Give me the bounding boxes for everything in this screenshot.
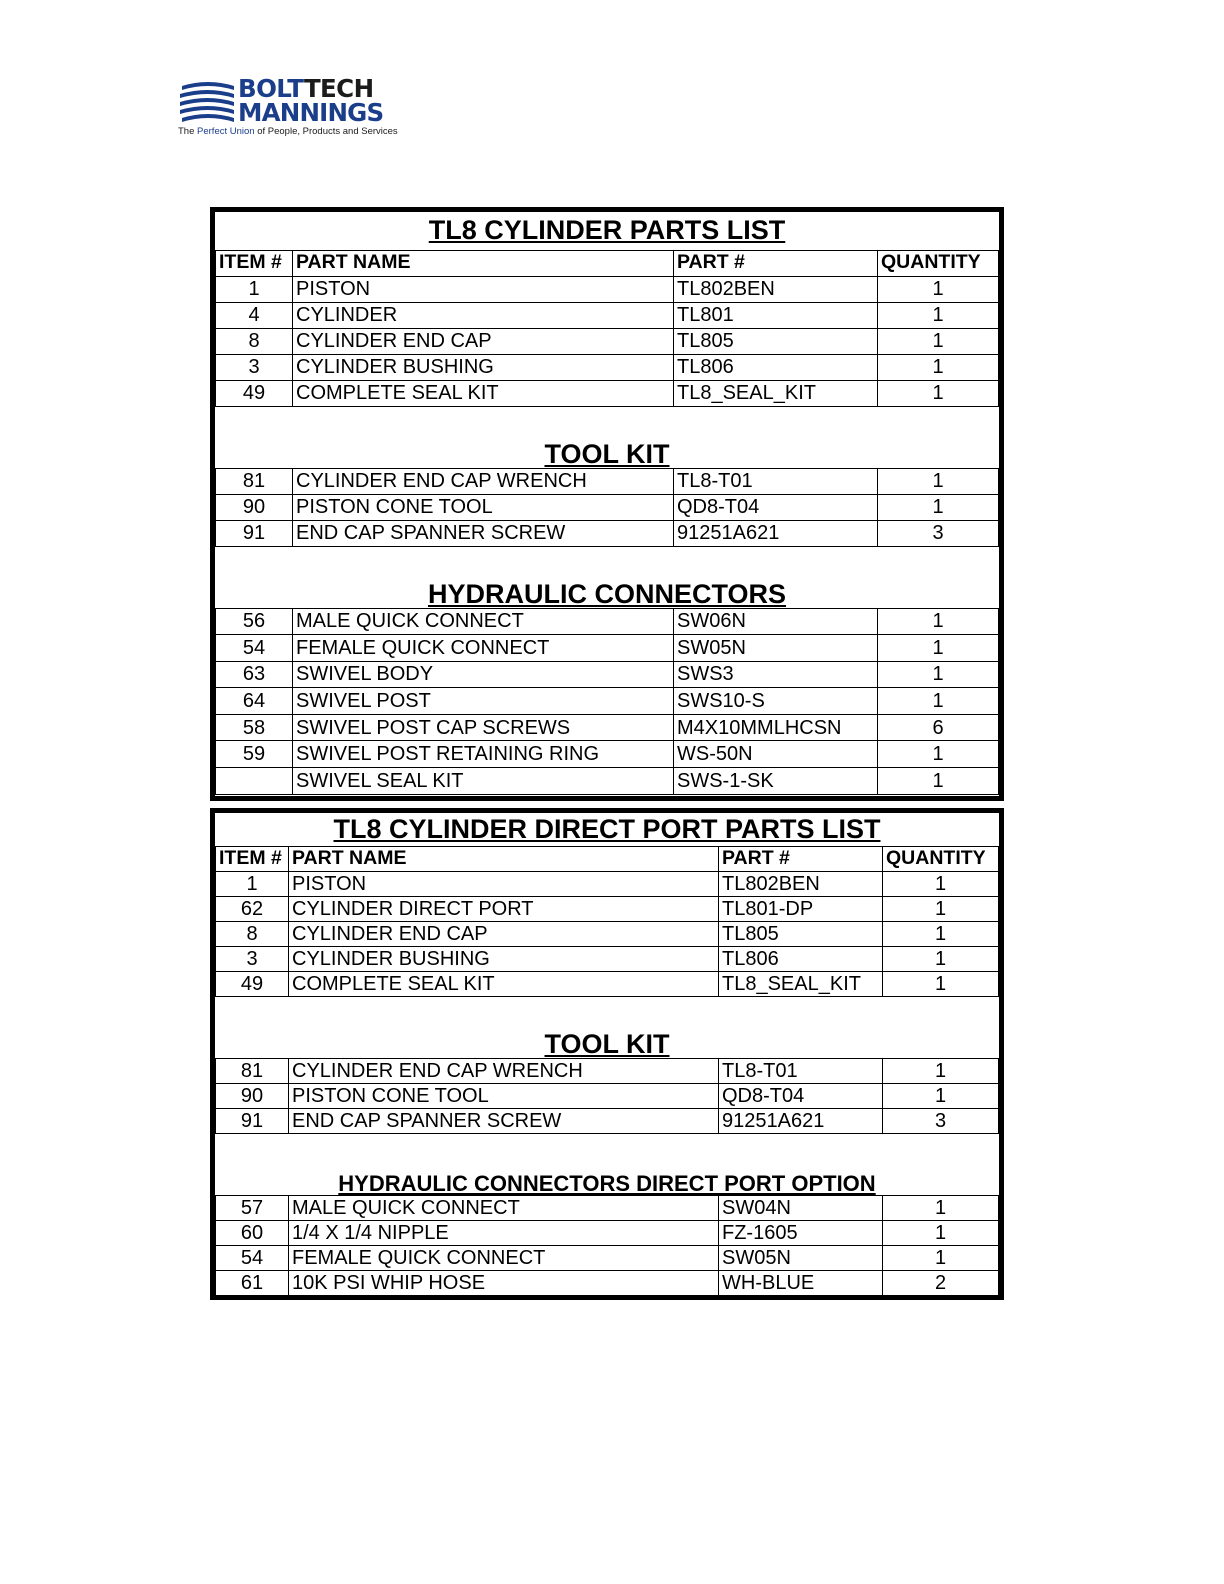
header-quantity: QUANTITY — [878, 250, 999, 276]
part-number: TL8_SEAL_KIT — [719, 971, 883, 996]
header-part-name: PART NAME — [293, 250, 674, 276]
section-title-row — [216, 546, 999, 608]
item-number: 56 — [216, 608, 293, 635]
table-title: TL8 CYLINDER DIRECT PORT PARTS LIST — [333, 813, 881, 844]
quantity: 3 — [878, 520, 999, 546]
table-row — [216, 494, 999, 520]
part-name: SWIVEL POST — [293, 688, 674, 715]
logo-wordmark-line1: BOLTTECH — [238, 74, 374, 103]
part-name: PISTON — [289, 871, 719, 896]
quantity: 1 — [878, 354, 999, 380]
item-number: 81 — [216, 468, 293, 494]
part-number: SW06N — [674, 608, 878, 635]
item-number: 54 — [216, 1245, 289, 1270]
quantity: 1 — [878, 608, 999, 635]
quantity: 6 — [878, 714, 999, 741]
quantity: 1 — [883, 946, 999, 971]
part-name: CYLINDER END CAP WRENCH — [293, 468, 674, 494]
part-number: TL805 — [719, 921, 883, 946]
column-header-row — [216, 250, 999, 276]
quantity: 1 — [878, 468, 999, 494]
header-item: ITEM # — [216, 250, 293, 276]
table-row — [216, 768, 999, 795]
part-name: PISTON CONE TOOL — [293, 494, 674, 520]
parts-table — [215, 813, 999, 1296]
item-number: 91 — [216, 520, 293, 546]
table-title-row — [216, 212, 999, 250]
part-number: TL8_SEAL_KIT — [674, 380, 878, 406]
part-name: FEMALE QUICK CONNECT — [293, 635, 674, 662]
item-number: 3 — [216, 354, 293, 380]
part-name: CYLINDER DIRECT PORT — [289, 896, 719, 921]
section-title: HYDRAULIC CONNECTORS DIRECT PORT OPTION — [338, 1170, 876, 1195]
table-row — [216, 741, 999, 768]
table-row — [216, 354, 999, 380]
item-number: 63 — [216, 661, 293, 688]
quantity: 1 — [878, 380, 999, 406]
section-title-row — [216, 996, 999, 1058]
table-row — [216, 608, 999, 635]
table-row — [216, 380, 999, 406]
quantity: 1 — [883, 1195, 999, 1220]
item-number: 58 — [216, 714, 293, 741]
part-name: CYLINDER END CAP WRENCH — [289, 1058, 719, 1083]
part-name: CYLINDER BUSHING — [293, 354, 674, 380]
part-name: COMPLETE SEAL KIT — [293, 380, 674, 406]
part-number: SW04N — [719, 1195, 883, 1220]
header-quantity: QUANTITY — [883, 846, 999, 871]
table-row — [216, 971, 999, 996]
part-number: SWS3 — [674, 661, 878, 688]
part-number: TL801 — [674, 302, 878, 328]
table-row — [216, 1245, 999, 1270]
part-number: WH-BLUE — [719, 1270, 883, 1295]
item-number: 1 — [216, 871, 289, 896]
part-name: END CAP SPANNER SCREW — [293, 520, 674, 546]
quantity: 1 — [878, 661, 999, 688]
quantity: 1 — [878, 328, 999, 354]
header-item: ITEM # — [216, 846, 289, 871]
item-number: 8 — [216, 921, 289, 946]
header-part-number: PART # — [674, 250, 878, 276]
item-number: 49 — [216, 380, 293, 406]
part-number: WS-50N — [674, 741, 878, 768]
item-number: 81 — [216, 1058, 289, 1083]
table-row — [216, 921, 999, 946]
part-name: MALE QUICK CONNECT — [289, 1195, 719, 1220]
section-title: HYDRAULIC CONNECTORS — [427, 578, 786, 608]
section-title: TOOL KIT — [544, 1028, 670, 1058]
part-number: 91251A621 — [674, 520, 878, 546]
part-name: 10K PSI WHIP HOSE — [289, 1270, 719, 1295]
part-name: PISTON — [293, 276, 674, 302]
item-number: 1 — [216, 276, 293, 302]
parts-table — [215, 212, 999, 795]
table-row — [216, 714, 999, 741]
quantity: 1 — [883, 871, 999, 896]
quantity: 1 — [883, 1083, 999, 1108]
table-row — [216, 468, 999, 494]
column-header-row — [216, 846, 999, 871]
item-number: 8 — [216, 328, 293, 354]
quantity: 1 — [878, 741, 999, 768]
quantity: 1 — [878, 276, 999, 302]
quantity: 1 — [883, 1245, 999, 1270]
table-row — [216, 328, 999, 354]
part-name: SWIVEL BODY — [293, 661, 674, 688]
part-number: TL805 — [674, 328, 878, 354]
section-title-row — [216, 406, 999, 468]
company-logo — [178, 74, 418, 139]
item-number: 54 — [216, 635, 293, 662]
part-name: SWIVEL POST CAP SCREWS — [293, 714, 674, 741]
part-name: FEMALE QUICK CONNECT — [289, 1245, 719, 1270]
table-row — [216, 276, 999, 302]
table-row — [216, 1270, 999, 1295]
part-number: TL806 — [674, 354, 878, 380]
table-row — [216, 520, 999, 546]
part-number: TL8-T01 — [719, 1058, 883, 1083]
item-number: 3 — [216, 946, 289, 971]
part-name: CYLINDER — [293, 302, 674, 328]
part-name: SWIVEL POST RETAINING RING — [293, 741, 674, 768]
item-number: 91 — [216, 1108, 289, 1133]
item-number — [216, 768, 293, 795]
table-row — [216, 871, 999, 896]
table-row — [216, 896, 999, 921]
part-name: MALE QUICK CONNECT — [293, 608, 674, 635]
table-row — [216, 1195, 999, 1220]
table-row — [216, 635, 999, 662]
quantity: 1 — [883, 971, 999, 996]
part-number: QD8-T04 — [719, 1083, 883, 1108]
item-number: 61 — [216, 1270, 289, 1295]
table-row — [216, 1108, 999, 1133]
tl8-cylinder-parts-list — [210, 207, 1004, 801]
table-row — [216, 661, 999, 688]
table-title: TL8 CYLINDER PARTS LIST — [428, 215, 786, 246]
table-row — [216, 946, 999, 971]
item-number: 90 — [216, 494, 293, 520]
part-number: 91251A621 — [719, 1108, 883, 1133]
bolt-coil-icon — [178, 80, 236, 124]
header-part-name: PART NAME — [289, 846, 719, 871]
part-number: QD8-T04 — [674, 494, 878, 520]
part-name: CYLINDER END CAP — [293, 328, 674, 354]
logo-wordmark-line2: MANNINGS — [238, 98, 384, 127]
section-title: TOOL KIT — [544, 438, 670, 468]
section-title-row — [216, 1133, 999, 1195]
item-number: 60 — [216, 1220, 289, 1245]
part-number: SWS10-S — [674, 688, 878, 715]
item-number: 4 — [216, 302, 293, 328]
part-name: COMPLETE SEAL KIT — [289, 971, 719, 996]
quantity: 1 — [883, 1220, 999, 1245]
quantity: 1 — [883, 921, 999, 946]
quantity: 1 — [878, 302, 999, 328]
item-number: 64 — [216, 688, 293, 715]
table-row — [216, 688, 999, 715]
logo-tagline: The Perfect Union of People, Products and Services — [178, 126, 398, 137]
part-number: SW05N — [674, 635, 878, 662]
quantity: 3 — [883, 1108, 999, 1133]
part-name: PISTON CONE TOOL — [289, 1083, 719, 1108]
quantity: 1 — [878, 635, 999, 662]
quantity: 1 — [883, 896, 999, 921]
part-name: CYLINDER BUSHING — [289, 946, 719, 971]
part-number: TL802BEN — [674, 276, 878, 302]
part-number: SW05N — [719, 1245, 883, 1270]
part-number: M4X10MMLHCSN — [674, 714, 878, 741]
table-row — [216, 302, 999, 328]
table-row — [216, 1220, 999, 1245]
table-title-row — [216, 813, 999, 846]
quantity: 1 — [878, 768, 999, 795]
part-name: 1/4 X 1/4 NIPPLE — [289, 1220, 719, 1245]
part-number: TL806 — [719, 946, 883, 971]
part-number: TL802BEN — [719, 871, 883, 896]
item-number: 59 — [216, 741, 293, 768]
quantity: 1 — [878, 688, 999, 715]
item-number: 49 — [216, 971, 289, 996]
quantity: 1 — [878, 494, 999, 520]
item-number: 57 — [216, 1195, 289, 1220]
part-name: SWIVEL SEAL KIT — [293, 768, 674, 795]
table-row — [216, 1083, 999, 1108]
part-number: SWS-1-SK — [674, 768, 878, 795]
part-name: END CAP SPANNER SCREW — [289, 1108, 719, 1133]
item-number: 62 — [216, 896, 289, 921]
part-number: TL8-T01 — [674, 468, 878, 494]
part-name: CYLINDER END CAP — [289, 921, 719, 946]
tl8-cylinder-direct-port-parts-list — [210, 808, 1004, 1300]
part-number: FZ-1605 — [719, 1220, 883, 1245]
header-part-number: PART # — [719, 846, 883, 871]
table-row — [216, 1058, 999, 1083]
part-number: TL801-DP — [719, 896, 883, 921]
quantity: 1 — [883, 1058, 999, 1083]
item-number: 90 — [216, 1083, 289, 1108]
quantity: 2 — [883, 1270, 999, 1295]
